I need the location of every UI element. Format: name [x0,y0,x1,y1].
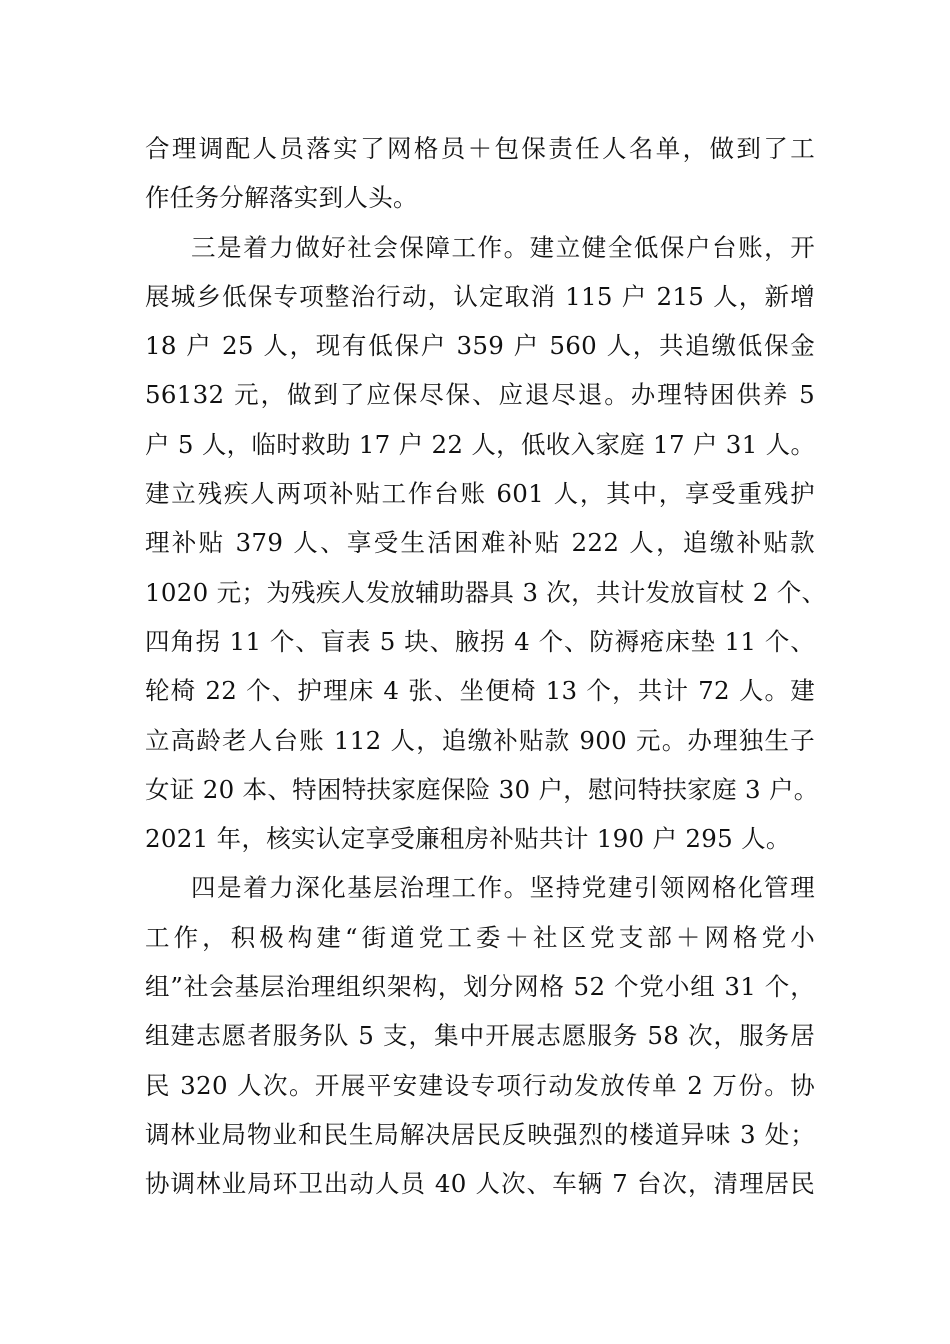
text-line: 户 5 人，临时救助 17 户 22 人，低收入家庭 17 户 31 人。 [145,429,816,459]
text-line: 展城乡低保专项整治行动，认定取消 115 户 215 人，新增 [145,281,815,311]
text-line: 四角拐 11 个、盲表 5 块、腋拐 4 个、防褥疮床垫 11 个、 [145,626,815,656]
text-line: 三是着力做好社会保障工作。建立健全低保户台账，开 [191,232,815,262]
text-line: 调林业局物业和民生局解决居民反映强烈的楼道异味 3 处； [145,1119,815,1149]
text-line: 建立残疾人两项补贴工作台账 601 人，其中，享受重残护 [145,479,815,509]
text-line: 民 320 人次。开展平安建设专项行动发放传单 2 万份。协 [145,1070,815,1100]
text-line: 女证 20 本、特困特扶家庭保险 30 户，慰问特扶家庭 3 户。 [145,774,819,804]
text-line: 1020 元；为残疾人发放辅助器具 3 次，共计发放盲杖 2 个、 [145,577,827,607]
text-line: 立高龄老人台账 112 人，追缴补贴款 900 元。办理独生子 [145,725,815,755]
text-line: 协调林业局环卫出动人员 40 人次、车辆 7 台次，清理居民 [145,1169,815,1199]
text-line: 56132 元，做到了应保尽保、应退尽退。办理特困供养 5 [145,380,815,410]
text-line: 2021 年，核实认定享受廉租房补贴共计 190 户 295 人。 [145,824,791,854]
text-line: 工作，积极构建“街道党工委＋社区党支部＋网格党小 [145,922,815,952]
text-line: 理补贴 379 人、享受生活困难补贴 222 人，追缴补贴款 [145,528,815,558]
text-line: 组建志愿者服务队 5 支，集中开展志愿服务 58 次，服务居 [145,1021,815,1051]
text-line: 作任务分解落实到人头。 [145,183,418,213]
text-line: 轮椅 22 个、护理床 4 张、坐便椅 13 个，共计 72 人。建 [145,676,815,706]
text-line: 合理调配人员落实了网格员＋包保责任人名单，做到了工 [145,134,815,163]
text-line: 组”社会基层治理组织架构，划分网格 52 个党小组 31 个， [145,972,815,1002]
text-line: 四是着力深化基层治理工作。坚持党建引领网格化管理 [191,873,815,903]
text-line: 18 户 25 人，现有低保户 359 户 560 人，共追缴低保金 [145,331,815,361]
body-text [145,124,827,1209]
